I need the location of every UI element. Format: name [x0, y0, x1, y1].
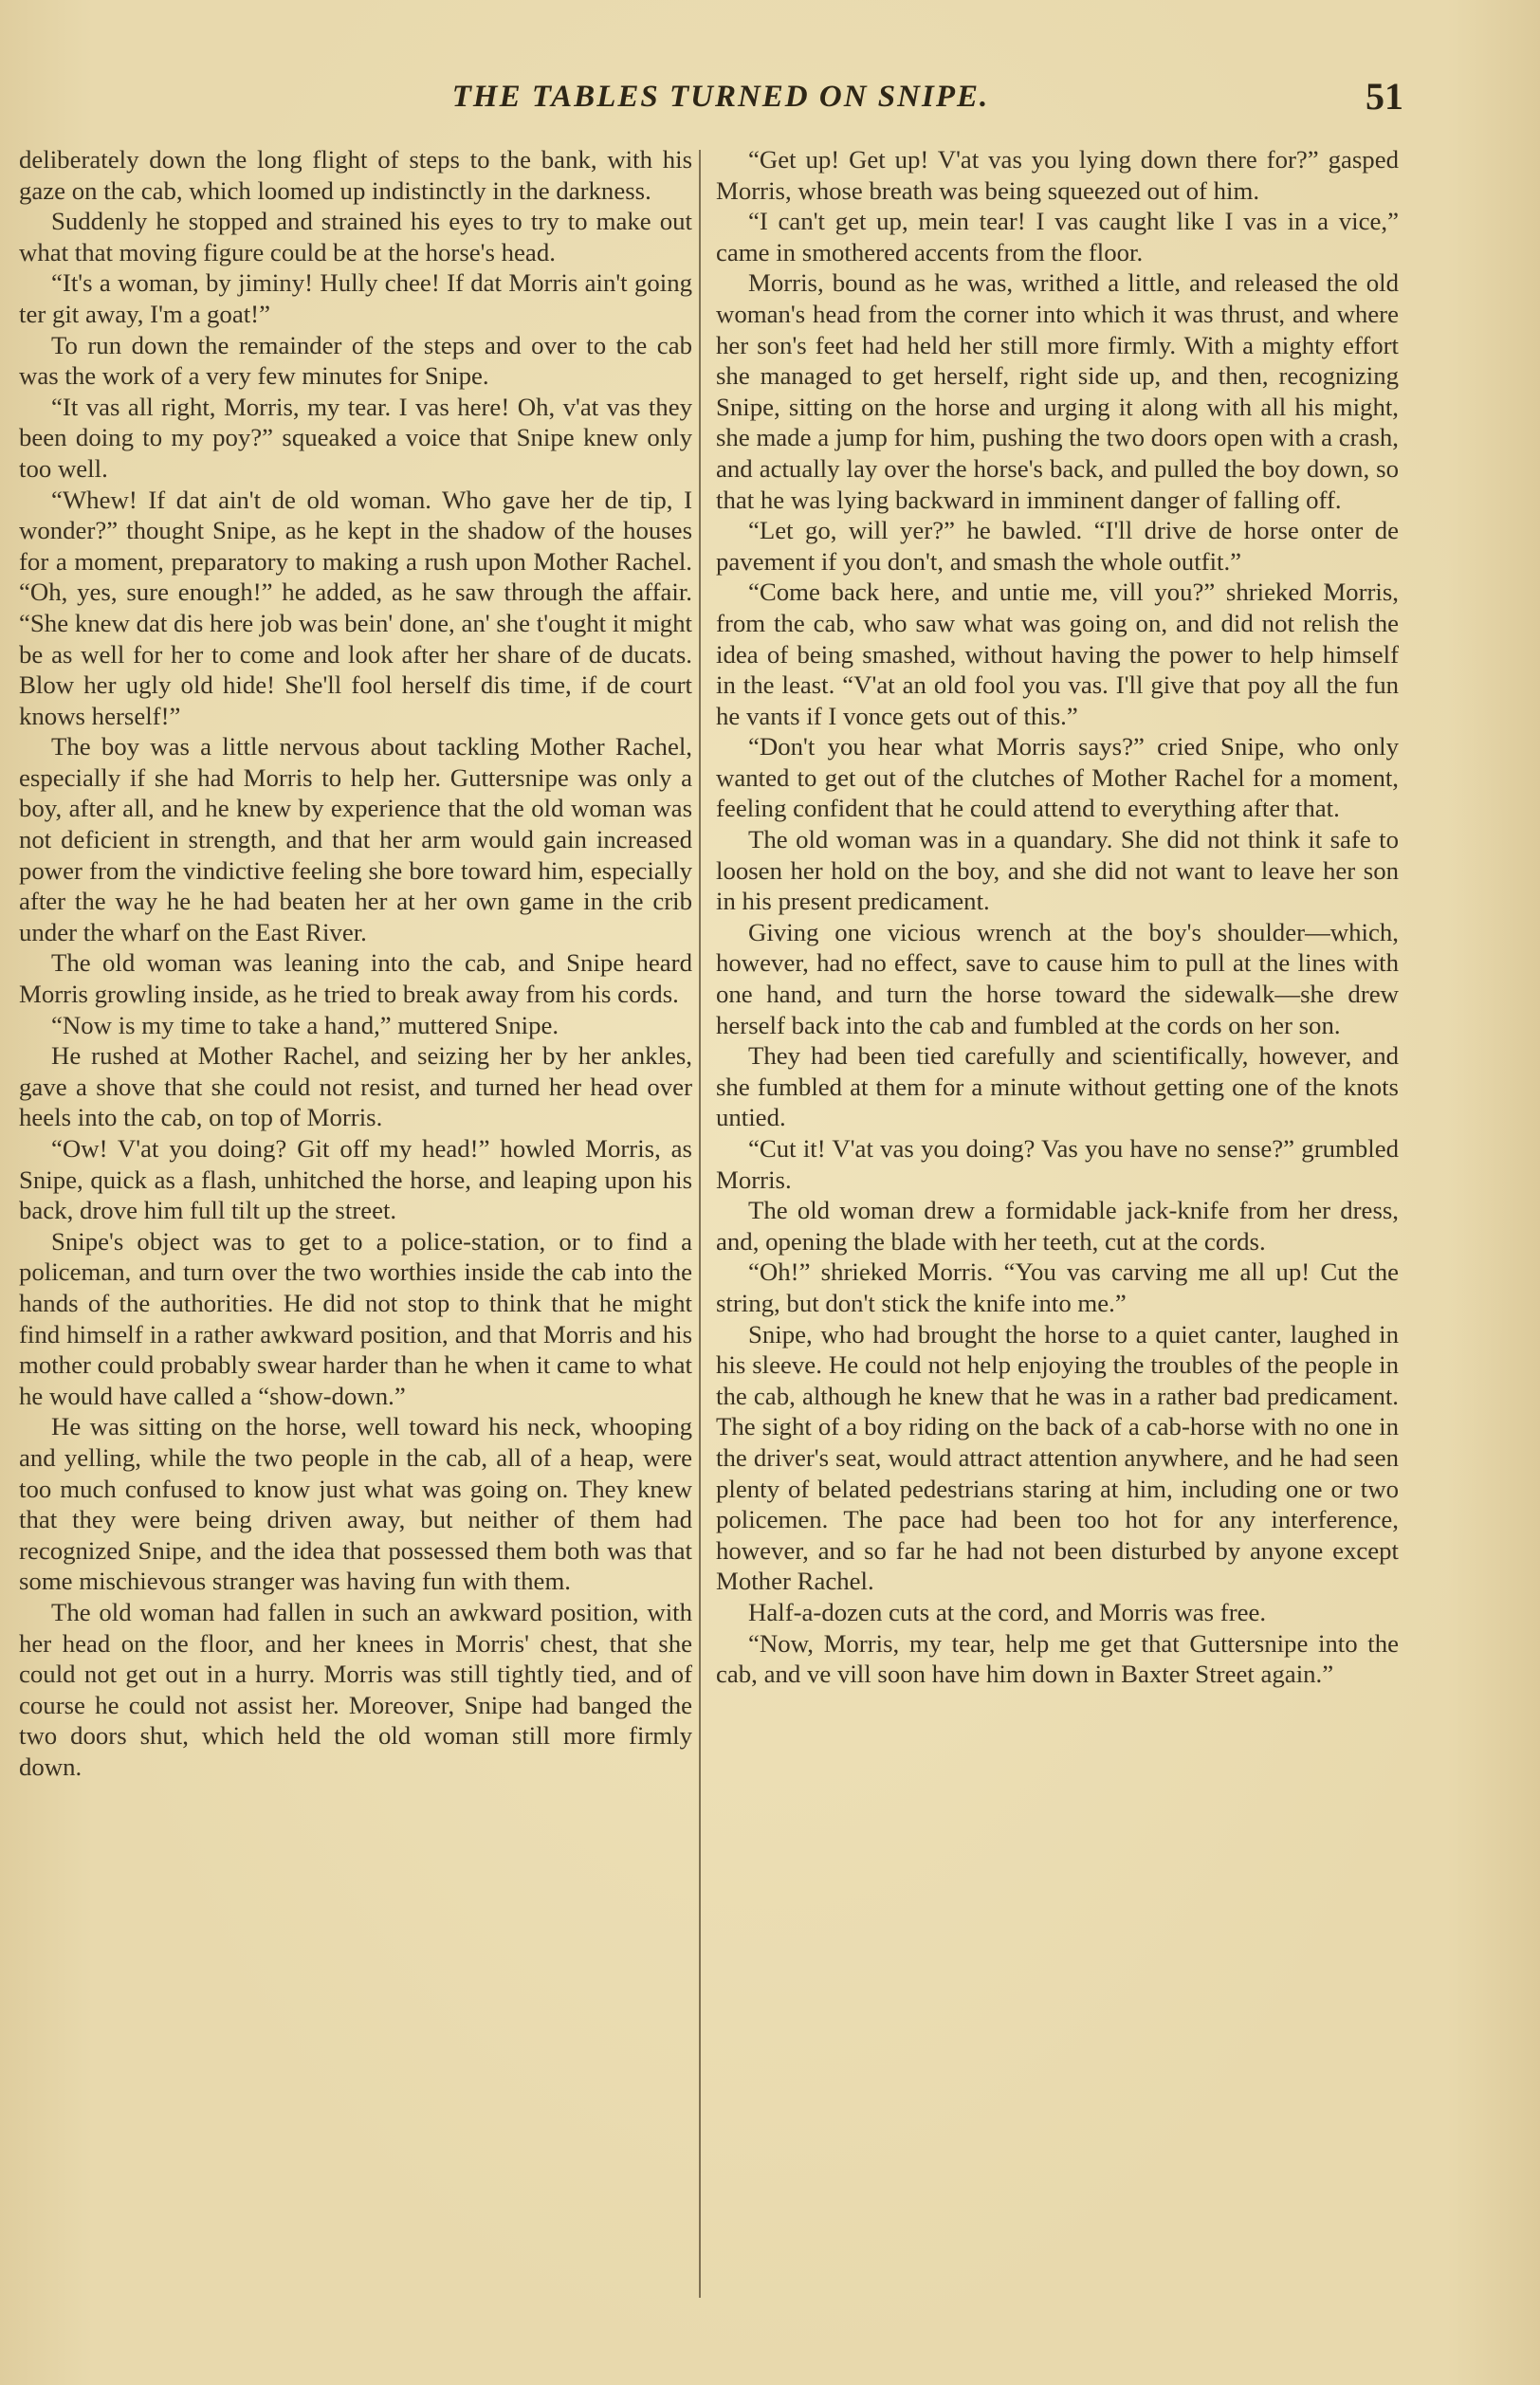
- paragraph: “Let go, will yer?” he bawled. “I'll drive de horse onter de pavement if you don't, and smash the whole outfit.”: [716, 516, 1399, 576]
- paragraph: The old woman drew a formidable jack-knife from her dress, and, opening the blade with her teeth, cut at the cords.: [716, 1196, 1399, 1256]
- paragraph: He rushed at Mother Rachel, and seizing her by her ankles, gave a shove that she could not resist, and turned her head over heels into the cab, on top of Morris.: [19, 1041, 692, 1132]
- paragraph: “Don't you hear what Morris says?” cried Snipe, who only wanted to get out of the clutches of Mother Rachel for a moment, feeling confident that he could attend to everything after that.: [716, 732, 1399, 823]
- paragraph: “It vas all right, Morris, my tear. I vas here! Oh, v'at vas they been doing to my poy?” squeaked a voice that Snipe knew only too well.: [19, 392, 692, 483]
- paragraph: The old woman was leaning into the cab, and Snipe heard Morris growling inside, as he tried to break away from his cords.: [19, 948, 692, 1009]
- paragraph: They had been tied carefully and scientifically, however, and she fumbled at them for a minute without getting one of the knots untied.: [716, 1041, 1399, 1132]
- paragraph: He was sitting on the horse, well toward his neck, whooping and yelling, while the two people in the cab, all of a heap, were too much confused to know just what was going on. They knew that they were being driven away, but neither of them had recognized Snipe, and the idea that possessed them both was that some mischievous stranger was having fun with them.: [19, 1412, 692, 1596]
- paragraph: The boy was a little nervous about tackling Mother Rachel, especially if she had Morris to help her. Guttersnipe was only a boy, after all, and he knew by experience that the old woman was not deficient in strength, and that her arm would gain increased power from the vindictive feeling she bore toward him, especially after the way he he had beaten her at her own game in the crib under the wharf on the East River.: [19, 732, 692, 946]
- page-header: [19, 74, 1422, 131]
- paragraph: The old woman had fallen in such an awkward position, with her head on the floor, and her knees in Morris' chest, that she could not get out in a hurry. Morris was still tightly tied, and of course he could not assist her. Moreover, Snipe had banged the two doors shut, which held the old woman still more firmly down.: [19, 1597, 692, 1781]
- paragraph: “It's a woman, by jiminy! Hully chee! If dat Morris ain't going ter git away, I'm a goat!”: [19, 268, 692, 328]
- paragraph: Suddenly he stopped and strained his eyes to try to make out what that moving figure could be at the horse's head.: [19, 207, 692, 266]
- paragraph: “Come back here, and untie me, vill you?” shrieked Morris, from the cab, who saw what was going on, and did not relish the idea of being smashed, without having the power to help himself in the least. “V'at an old fool you vas. I'll give that poy all the fun he vants if I vonce gets out of this.”: [716, 578, 1399, 730]
- paragraph: “Now is my time to take a hand,” muttered Snipe.: [51, 1010, 559, 1039]
- paragraph: “Whew! If dat ain't de old woman. Who gave her de tip, I wonder?” thought Snipe, as he kept in the shadow of the houses for a moment, preparatory to making a rush upon Mother Rachel. “Oh, yes, sure enough!” he added, as he saw through the affair. “She knew dat dis here job was bein' done, an' she t'ought it might be as well for her to come and look after her share of de ducats. Blow her ugly old hide! She'll fool herself dis time, if de court knows herself!”: [19, 485, 692, 730]
- paragraph: Giving one vicious wrench at the boy's shoulder—which, however, had no effect, save to cause him to pull at the lines with one hand, and turn the horse toward the sidewalk—she drew herself back into the cab and fumbled at the cords on her son.: [716, 917, 1399, 1039]
- paragraph: “I can't get up, mein tear! I vas caught like I vas in a vice,” came in smothered accents from the floor.: [716, 207, 1399, 266]
- paragraph: To run down the remainder of the steps and over to the cab was the work of a very few minutes for Snipe.: [19, 330, 692, 391]
- paragraph: “Cut it! V'at vas you doing? Vas you have no sense?” grumbled Morris.: [716, 1134, 1399, 1194]
- paragraph: deliberately down the long flight of steps to the bank, with his gaze on the cab, which loomed up indistinctly in the darkness.: [19, 145, 692, 205]
- paragraph: “Get up! Get up! V'at vas you lying down there for?” gasped Morris, whose breath was being squeezed out of him.: [716, 145, 1399, 205]
- paragraph: The old woman was in a quandary. She did not think it safe to loosen her hold on the boy, and she did not want to leave her son in his present predicament.: [716, 825, 1399, 916]
- paragraph: “Now, Morris, my tear, help me get that Guttersnipe into the cab, and ve vill soon have him down in Baxter Street again.”: [716, 1628, 1399, 1689]
- paragraph: “Oh!” shrieked Morris. “You vas carving me all up! Cut the string, but don't stick the knife into me.”: [716, 1257, 1399, 1317]
- paragraph: Morris, bound as he was, writhed a little, and released the old woman's head from the corner into which it was thrust, and where her son's feet had held her still more firmly. With a mighty effort she managed to get herself, right side up, and then, recognizing Snipe, sitting on the horse and urging it along with all his might, she made a jump for him, pushing the two doors open with a crash, and actually lay over the horse's back, and pulled the boy down, so that he was lying backward in imminent danger of falling off.: [716, 268, 1399, 514]
- running-title: THE TABLES TURNED ON SNIPE.: [451, 80, 990, 114]
- paragraph: Half-a-dozen cuts at the cord, and Morris was free.: [748, 1597, 1267, 1626]
- column-divider: [699, 150, 701, 2298]
- paragraph: Snipe's object was to get to a police-station, or to find a policeman, and turn over the two worthies inside the cab into the hands of the authorities. He did not stop to think that he might find himself in a rather awkward position, and that Morris and his mother could probably swear harder than he when it came to what he would have called a “show-down.”: [19, 1226, 692, 1410]
- left-column: [19, 144, 692, 2268]
- page-number: 51: [1366, 75, 1403, 118]
- paragraph: “Ow! V'at you doing? Git off my head!” howled Morris, as Snipe, quick as a flash, unhitched the horse, and leaping upon his back, drove him full tilt up the street.: [19, 1134, 692, 1225]
- paragraph: Snipe, who had brought the horse to a quiet canter, laughed in his sleeve. He could not help enjoying the troubles of the people in the cab, although he knew that he was in a rather bad predicament. The sight of a boy riding on the back of a cab-horse with no one in the driver's seat, would attract attention anywhere, and he had seen plenty of belated pedestrians staring at him, including one or two policemen. The pace had been too hot for any interference, however, and so far he had not been disturbed by anyone except Mother Rachel.: [716, 1319, 1399, 1596]
- right-column: [716, 144, 1399, 2268]
